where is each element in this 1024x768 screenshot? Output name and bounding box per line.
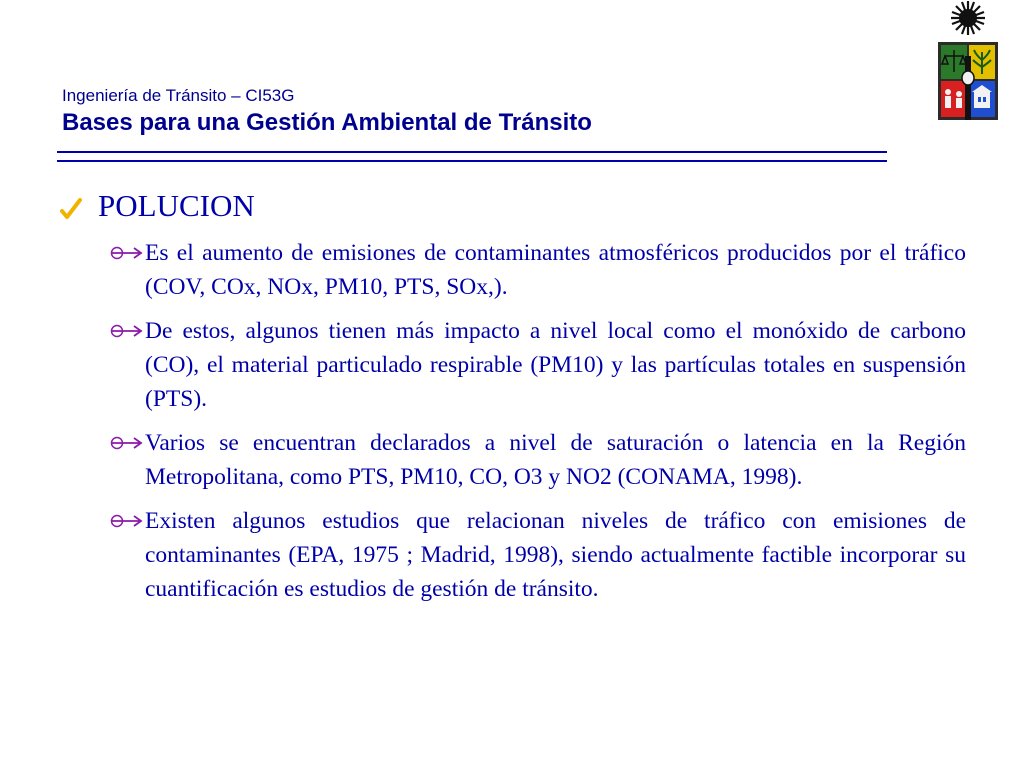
arrow-right-icon (110, 436, 144, 450)
course-title: Ingeniería de Tránsito – CI53G (62, 86, 295, 105)
title-divider-bottom (57, 160, 887, 162)
section-heading (60, 186, 255, 226)
arrow-right-icon (110, 514, 144, 528)
section-heading-text: POLUCION (98, 188, 255, 223)
bullet-item (110, 314, 966, 416)
bullet-item (110, 236, 966, 304)
sun-icon (951, 1, 985, 35)
title-divider-top (57, 151, 887, 153)
checkmark-icon (60, 198, 82, 220)
bullet-text: Varios se encuentran declarados a nivel de saturación o latencia en la Región Metropolitana, como PTS, PM10, CO, O3 y NO2 (CONAMA, 1998). (145, 430, 966, 490)
arrow-right-icon (110, 324, 144, 338)
bullet-list (110, 236, 966, 616)
bullet-text: De estos, algunos tienen más impacto a nivel local como el monóxido de carbono (CO), el material particulado respirable (PM10) y las partículas totales en suspensión (PTS). (145, 318, 966, 412)
arrow-right-icon (110, 246, 144, 260)
university-crest-icon (932, 0, 1004, 126)
bullet-text: Existen algunos estudios que relacionan niveles de tráfico con emisiones de contaminantes (EPA, 1975 ; Madrid, 1998), siendo actualmente factible incorporar su cuantificación es estudios de gestión de tránsito. (145, 508, 966, 602)
bullet-item (110, 426, 966, 494)
slide-title: Bases para una Gestión Ambiental de Tránsito (62, 109, 592, 136)
bullet-text: Es el aumento de emisiones de contaminantes atmosféricos producidos por el tráfico (COV, COx, NOx, PM10, PTS, SOx,). (145, 240, 966, 300)
shield-icon (938, 42, 998, 120)
bullet-item (110, 504, 966, 606)
